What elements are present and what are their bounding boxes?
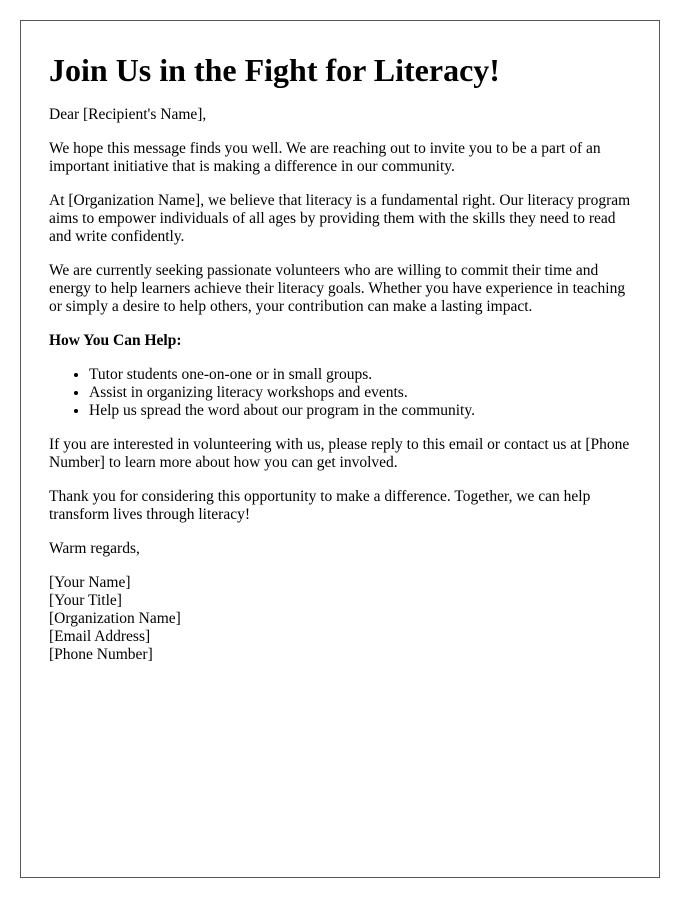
letter-container	[20, 20, 660, 878]
signature-block	[49, 574, 631, 664]
volunteer-paragraph: We are currently seeking passionate volunteers who are willing to commit their time and energy to help learners achieve their literacy goals. Whether you have experience in teaching or simply a desire to help others, your contribution can make a lasting impact.	[49, 262, 626, 315]
help-list	[49, 366, 631, 420]
list-item: • Tutor students one-on-one or in small groups.	[89, 366, 631, 384]
help-heading: How You Can Help:	[49, 332, 182, 349]
signature-phone: [Phone Number]	[49, 646, 153, 663]
list-item: • Assist in organizing literacy workshops and events.	[89, 384, 631, 402]
thanks-paragraph: Thank you for considering this opportunity to make a difference. Together, we can help transform lives through literacy!	[49, 488, 591, 523]
salutation: Dear [Recipient's Name],	[49, 106, 207, 123]
letter-title: Join Us in the Fight for Literacy!	[49, 52, 500, 88]
contact-paragraph: If you are interested in volunteering with us, please reply to this email or contact us at [Phone Number] to learn more about how you can get involved.	[49, 436, 630, 471]
mission-paragraph: At [Organization Name], we believe that literacy is a fundamental right. Our literacy program aims to empower individuals of all ages by providing them with the skills they need to read and write confidently.	[49, 192, 631, 245]
signature-title: [Your Title]	[49, 592, 122, 609]
signature-name: [Your Name]	[49, 574, 131, 591]
signature-organization: [Organization Name]	[49, 610, 181, 627]
list-item: • Help us spread the word about our program in the community.	[89, 402, 631, 420]
intro-paragraph: We hope this message finds you well. We are reaching out to invite you to be a part of an important initiative that is making a difference in our community.	[49, 140, 601, 175]
closing: Warm regards,	[49, 540, 140, 557]
signature-email: [Email Address]	[49, 628, 151, 645]
